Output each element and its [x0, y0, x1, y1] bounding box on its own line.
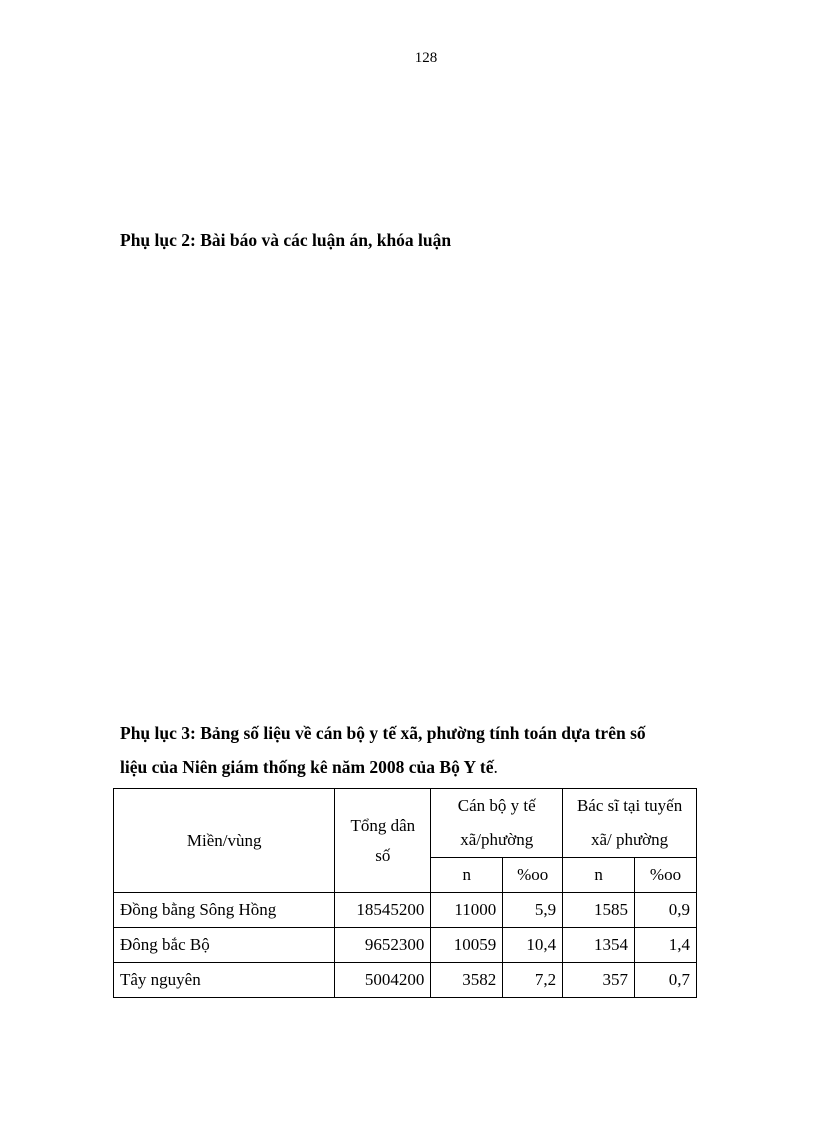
header-staff-n: n — [431, 858, 503, 893]
cell-staff-n: 3582 — [431, 963, 503, 998]
page-number: 128 — [414, 50, 438, 66]
cell-region: Đồng bằng Sông Hồng — [114, 893, 335, 928]
header-region: Miền/vùng — [114, 789, 335, 893]
cell-doctors-permille: 0,9 — [635, 893, 697, 928]
header-commune-staff — [431, 789, 563, 858]
header-staff-permille: %oo — [503, 858, 563, 893]
cell-population: 18545200 — [335, 893, 431, 928]
table-row — [114, 928, 697, 963]
header-doctors-n: n — [563, 858, 635, 893]
header-commune-staff-line-1: Cán bộ y tế — [457, 796, 536, 815]
header-population-line-1: Tổng dân — [350, 815, 416, 835]
header-commune-doctors — [563, 789, 697, 858]
cell-doctors-n: 1354 — [563, 928, 635, 963]
health-staff-table — [113, 788, 697, 998]
appendix-3-heading-text: liệu của Niên giám thống kê năm 2008 của Bộ Y tế — [120, 757, 494, 777]
header-commune-doctors-line-1: Bác sĩ tại tuyến — [576, 796, 683, 815]
header-doctors-permille: %oo — [635, 858, 697, 893]
cell-staff-n: 11000 — [431, 893, 503, 928]
appendix-3-heading-period: . — [493, 757, 498, 777]
cell-staff-n: 10059 — [431, 928, 503, 963]
cell-staff-permille: 7,2 — [503, 963, 563, 998]
cell-doctors-permille: 1,4 — [635, 928, 697, 963]
cell-region: Tây nguyên — [114, 963, 335, 998]
header-population-line-2: số — [375, 845, 391, 865]
cell-population: 5004200 — [335, 963, 431, 998]
appendix-3-heading-line-2 — [120, 750, 720, 784]
cell-staff-permille: 5,9 — [503, 893, 563, 928]
cell-staff-permille: 10,4 — [503, 928, 563, 963]
cell-population: 9652300 — [335, 928, 431, 963]
table-header-row — [114, 789, 697, 858]
appendix-2-heading: Phụ lục 2: Bài báo và các luận án, khóa luận — [120, 230, 452, 250]
table-row — [114, 963, 697, 998]
cell-doctors-n: 357 — [563, 963, 635, 998]
cell-region: Đông bắc Bộ — [114, 928, 335, 963]
cell-doctors-permille: 0,7 — [635, 963, 697, 998]
header-commune-doctors-line-2: xã/ phường — [590, 830, 669, 849]
appendix-3-heading-line-1: Phụ lục 3: Bảng số liệu về cán bộ y tế xã, phường tính toán dựa trên số — [120, 723, 646, 743]
cell-doctors-n: 1585 — [563, 893, 635, 928]
header-population — [335, 789, 431, 893]
header-commune-staff-line-2: xã/phường — [460, 830, 534, 849]
table-row — [114, 893, 697, 928]
